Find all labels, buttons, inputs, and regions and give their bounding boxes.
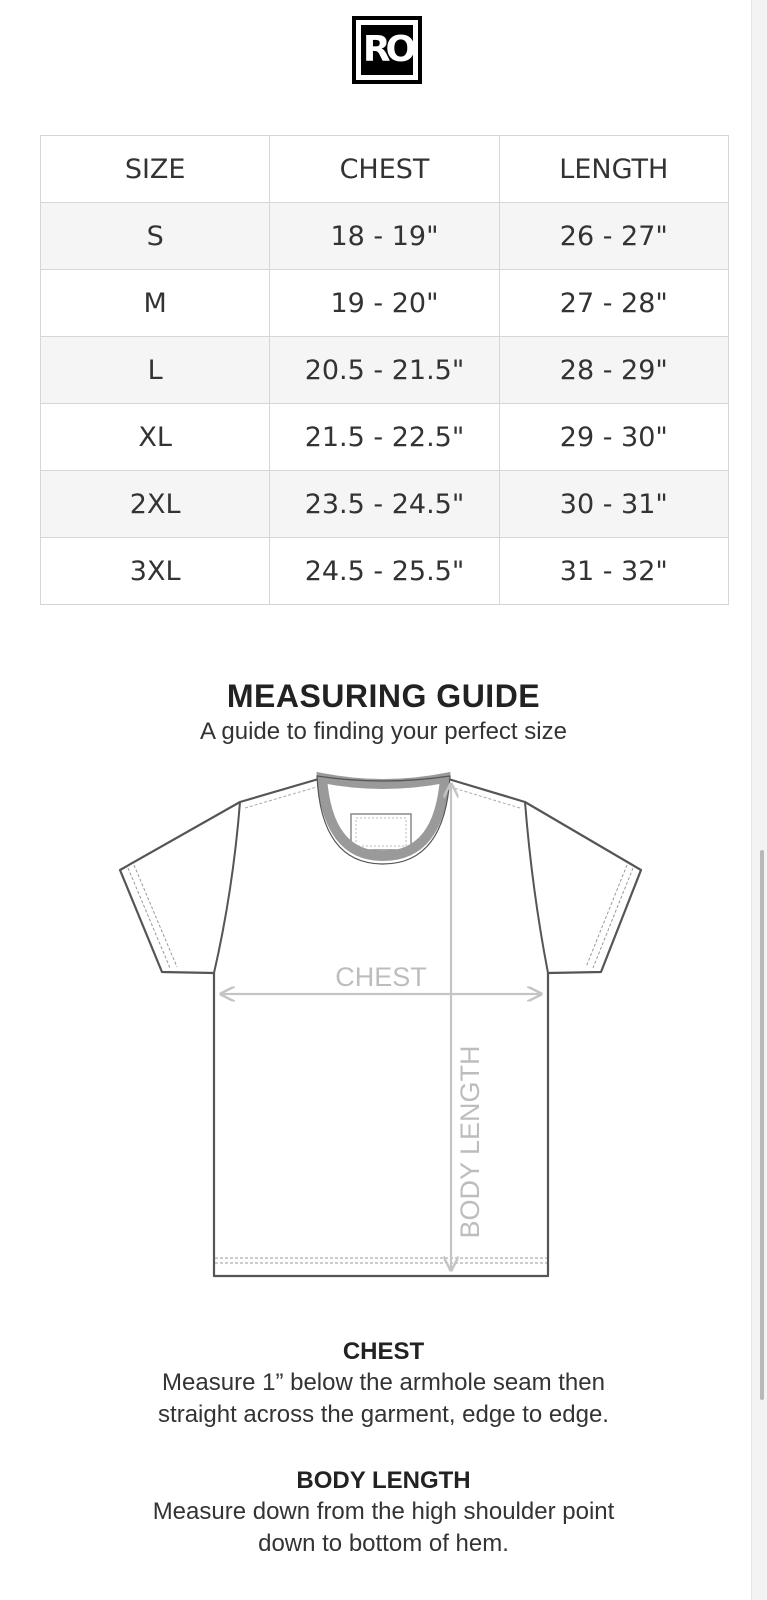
size-chart-table xyxy=(40,135,729,605)
size-row-s xyxy=(41,203,729,270)
size-row-l xyxy=(41,337,729,404)
scrollbar-thumb[interactable] xyxy=(760,850,764,1400)
brand-logo xyxy=(352,16,422,84)
cell-length: 27 - 28" xyxy=(499,270,728,337)
body-length-diagram-label: BODY LENGTH xyxy=(455,1045,485,1239)
cell-length: 28 - 29" xyxy=(499,337,728,404)
chest-text-line2: straight across the garment, edge to edge. xyxy=(158,1401,609,1428)
cell-chest: 19 - 20" xyxy=(270,270,499,337)
cell-chest: 24.5 - 25.5" xyxy=(270,538,499,605)
chest-instructions xyxy=(0,1337,767,1431)
measuring-guide-subtitle: A guide to finding your perfect size xyxy=(200,718,567,745)
body-length-heading: BODY LENGTH xyxy=(296,1467,471,1494)
header-size: SIZE xyxy=(41,136,270,203)
chest-text-line1: Measure 1” below the armhole seam then xyxy=(162,1369,605,1396)
cell-size: M xyxy=(41,270,270,337)
cell-chest: 20.5 - 21.5" xyxy=(270,337,499,404)
header-chest: CHEST xyxy=(270,136,499,203)
brand-logo-text: RO xyxy=(361,25,413,75)
cell-length: 26 - 27" xyxy=(499,203,728,270)
cell-size: 2XL xyxy=(41,471,270,538)
measuring-guide-title: MEASURING GUIDE xyxy=(226,678,541,714)
size-row-2xl xyxy=(41,471,729,538)
cell-chest: 21.5 - 22.5" xyxy=(270,404,499,471)
cell-chest: 23.5 - 24.5" xyxy=(270,471,499,538)
chest-heading: CHEST xyxy=(342,1338,425,1365)
cell-length: 30 - 31" xyxy=(499,471,728,538)
cell-chest: 18 - 19" xyxy=(270,203,499,270)
body-length-text-line1: Measure down from the high shoulder point xyxy=(152,1498,615,1525)
size-table-header-row xyxy=(41,136,729,203)
cell-length: 31 - 32" xyxy=(499,538,728,605)
size-row-3xl xyxy=(41,538,729,605)
size-row-m xyxy=(41,270,729,337)
cell-size: XL xyxy=(41,404,270,471)
cell-length: 29 - 30" xyxy=(499,404,728,471)
cell-size: S xyxy=(41,203,270,270)
cell-size: L xyxy=(41,337,270,404)
cell-size: 3XL xyxy=(41,538,270,605)
body-length-text-line2: down to bottom of hem. xyxy=(258,1530,509,1557)
header-length: LENGTH xyxy=(499,136,728,203)
body-length-instructions xyxy=(0,1466,767,1560)
tshirt-diagram xyxy=(115,770,655,1310)
size-row-xl xyxy=(41,404,729,471)
chest-diagram-label: CHEST xyxy=(335,962,427,992)
